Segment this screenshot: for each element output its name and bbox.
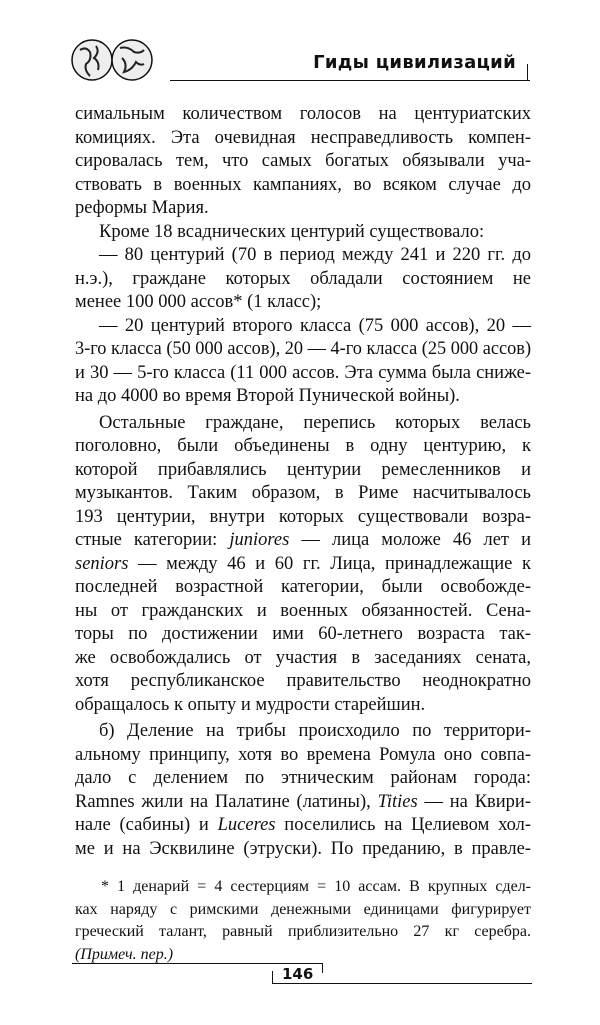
page-footer xyxy=(72,955,532,995)
text-line xyxy=(75,623,531,647)
footnote-line-segment: греческий талант, равный приблизительно 27 кг серебра. xyxy=(75,923,531,940)
text-line-segment: симальным количеством голосов на центуриатских xyxy=(75,104,531,124)
text-line xyxy=(75,244,531,268)
footnote-line-segment: (Примеч. пер.) xyxy=(75,945,174,963)
footer-rule-right xyxy=(272,983,532,984)
text-line xyxy=(75,412,531,436)
text-line-segment: поголовно, были объединены в одну центурию, к xyxy=(75,436,531,456)
text-line-segment: поселились на Целиевом хол- xyxy=(275,815,532,835)
text-line xyxy=(75,103,531,127)
text-line xyxy=(75,791,531,815)
header-rule xyxy=(170,80,530,81)
text-line xyxy=(75,315,531,339)
footer-rule-tick xyxy=(322,963,323,973)
text-line xyxy=(75,127,531,151)
text-line xyxy=(75,529,531,553)
text-line-segment: обращалось к опыту и мудрости старейшин. xyxy=(75,694,426,715)
text-line-segment: которой прибавлялись центурии ремесленников и xyxy=(75,459,531,480)
text-line-segment: дало с делением по этническим районам города: xyxy=(75,768,531,788)
text-line xyxy=(75,767,531,791)
footer-rule-left xyxy=(72,963,322,964)
text-line xyxy=(75,720,531,744)
text-line-segment: Ramnes жили на Палатине (латины), xyxy=(75,791,378,812)
header-rule-tick xyxy=(527,64,528,80)
twin-globes-icon xyxy=(70,38,170,82)
text-line-segment: же освобождались от участия в заседаниях сената, xyxy=(75,647,531,668)
text-line-segment: на до 4000 во время Второй Пунической войны). xyxy=(75,386,460,406)
text-line xyxy=(75,506,531,530)
text-line-segment: Luceres xyxy=(217,815,276,835)
text-line-segment: н.э.), граждане которых обладали состоянием не xyxy=(75,268,531,289)
text-line-segment: торы по достижении ими 60-летнего возраста так- xyxy=(75,624,531,644)
footnote-line-segment: ках наряду с римскими денежными единицами фигурирует xyxy=(75,900,531,918)
text-line-segment: стные категории: xyxy=(75,530,230,550)
text-line xyxy=(75,576,531,600)
text-line-segment: — между 46 и 60 гг. Лица, принадлежащие к xyxy=(128,553,531,574)
text-line-segment: альному принципу, хотя во времена Ромула оно совпа- xyxy=(75,744,531,765)
text-line xyxy=(75,814,531,838)
text-line-segment: — 20 центурий второго класса (75 000 ассов), 20 — xyxy=(99,315,531,336)
text-line-segment: — на Квири- xyxy=(417,791,531,812)
text-line xyxy=(75,744,531,768)
footnote-line xyxy=(75,921,531,944)
text-line xyxy=(75,362,531,386)
text-line-segment: б) Деление на трибы происходило по территори- xyxy=(99,721,531,741)
text-line-segment: музыкантов. Таким образом, в Риме насчитывалось xyxy=(75,483,531,503)
footnote-line xyxy=(75,899,531,922)
text-line xyxy=(75,647,531,671)
running-header-title: Гиды цивилизаций xyxy=(313,52,516,73)
text-line xyxy=(75,338,531,362)
running-header xyxy=(70,38,530,82)
text-line-segment: и 30 — 5-го класса (11 000 ассов. Эта сумма была сниже- xyxy=(75,362,531,383)
page-number: 146 xyxy=(282,965,314,983)
text-line-segment: — 80 центурий (70 в период между 241 и 220 гг. до xyxy=(99,245,531,265)
text-line-segment: хотя республиканское правительство неоднократно xyxy=(75,671,531,691)
text-line-segment: 193 центурии, внутри которых существовали возра- xyxy=(75,506,531,527)
text-line xyxy=(75,838,531,862)
text-line xyxy=(75,291,531,315)
text-line-segment: — лица моложе 46 лет и xyxy=(289,530,531,550)
footnote-line xyxy=(75,876,531,899)
text-line-segment: комициях. Эта очевидная несправедливость компен- xyxy=(75,127,531,148)
text-line-segment: нале (сабины) и xyxy=(75,815,218,835)
text-line-segment: Кроме 18 всаднических центурий существовало: xyxy=(99,221,485,242)
text-line xyxy=(75,694,531,718)
text-line xyxy=(75,459,531,483)
text-line-segment: 3-го класса (50 000 ассов), 20 — 4-го класса (25 000 ассов) xyxy=(75,339,532,359)
text-line xyxy=(75,482,531,506)
text-line-segment: менее 100 000 ассов* (1 класс); xyxy=(75,292,322,312)
text-line-segment: ны от гражданских и военных обязанностей. Сена- xyxy=(75,600,531,621)
text-line xyxy=(75,670,531,694)
body-text xyxy=(75,103,531,861)
text-line-segment: Tities xyxy=(377,791,418,812)
text-line-segment: реформы Мария. xyxy=(75,198,209,218)
text-line-segment: ме и на Эсквилине (этруски). По преданию, в правле- xyxy=(75,838,531,859)
text-line-segment: сировалась тем, что самых богатых обязывали уча- xyxy=(75,151,531,171)
text-line xyxy=(75,174,531,198)
text-line xyxy=(75,435,531,459)
text-line xyxy=(75,197,531,221)
text-line-segment: Остальные граждане, перепись которых велась xyxy=(99,412,531,433)
text-line xyxy=(75,268,531,292)
text-line-segment: ствовать в военных кампаниях, во всяком случае до xyxy=(75,174,531,195)
text-line-segment: juniores xyxy=(229,530,290,550)
footnote xyxy=(75,876,531,966)
text-line xyxy=(75,150,531,174)
footnote-line-segment: * 1 денарий = 4 сестерциям = 10 ассам. В крупных сдел- xyxy=(101,878,531,895)
text-line xyxy=(75,553,531,577)
text-line xyxy=(75,221,531,245)
text-line-segment: последней возрастной категории, были освобожде- xyxy=(75,577,531,597)
footer-rule-tick xyxy=(272,971,273,983)
text-line xyxy=(75,600,531,624)
text-line xyxy=(75,385,531,409)
text-line-segment: seniors xyxy=(75,553,129,574)
